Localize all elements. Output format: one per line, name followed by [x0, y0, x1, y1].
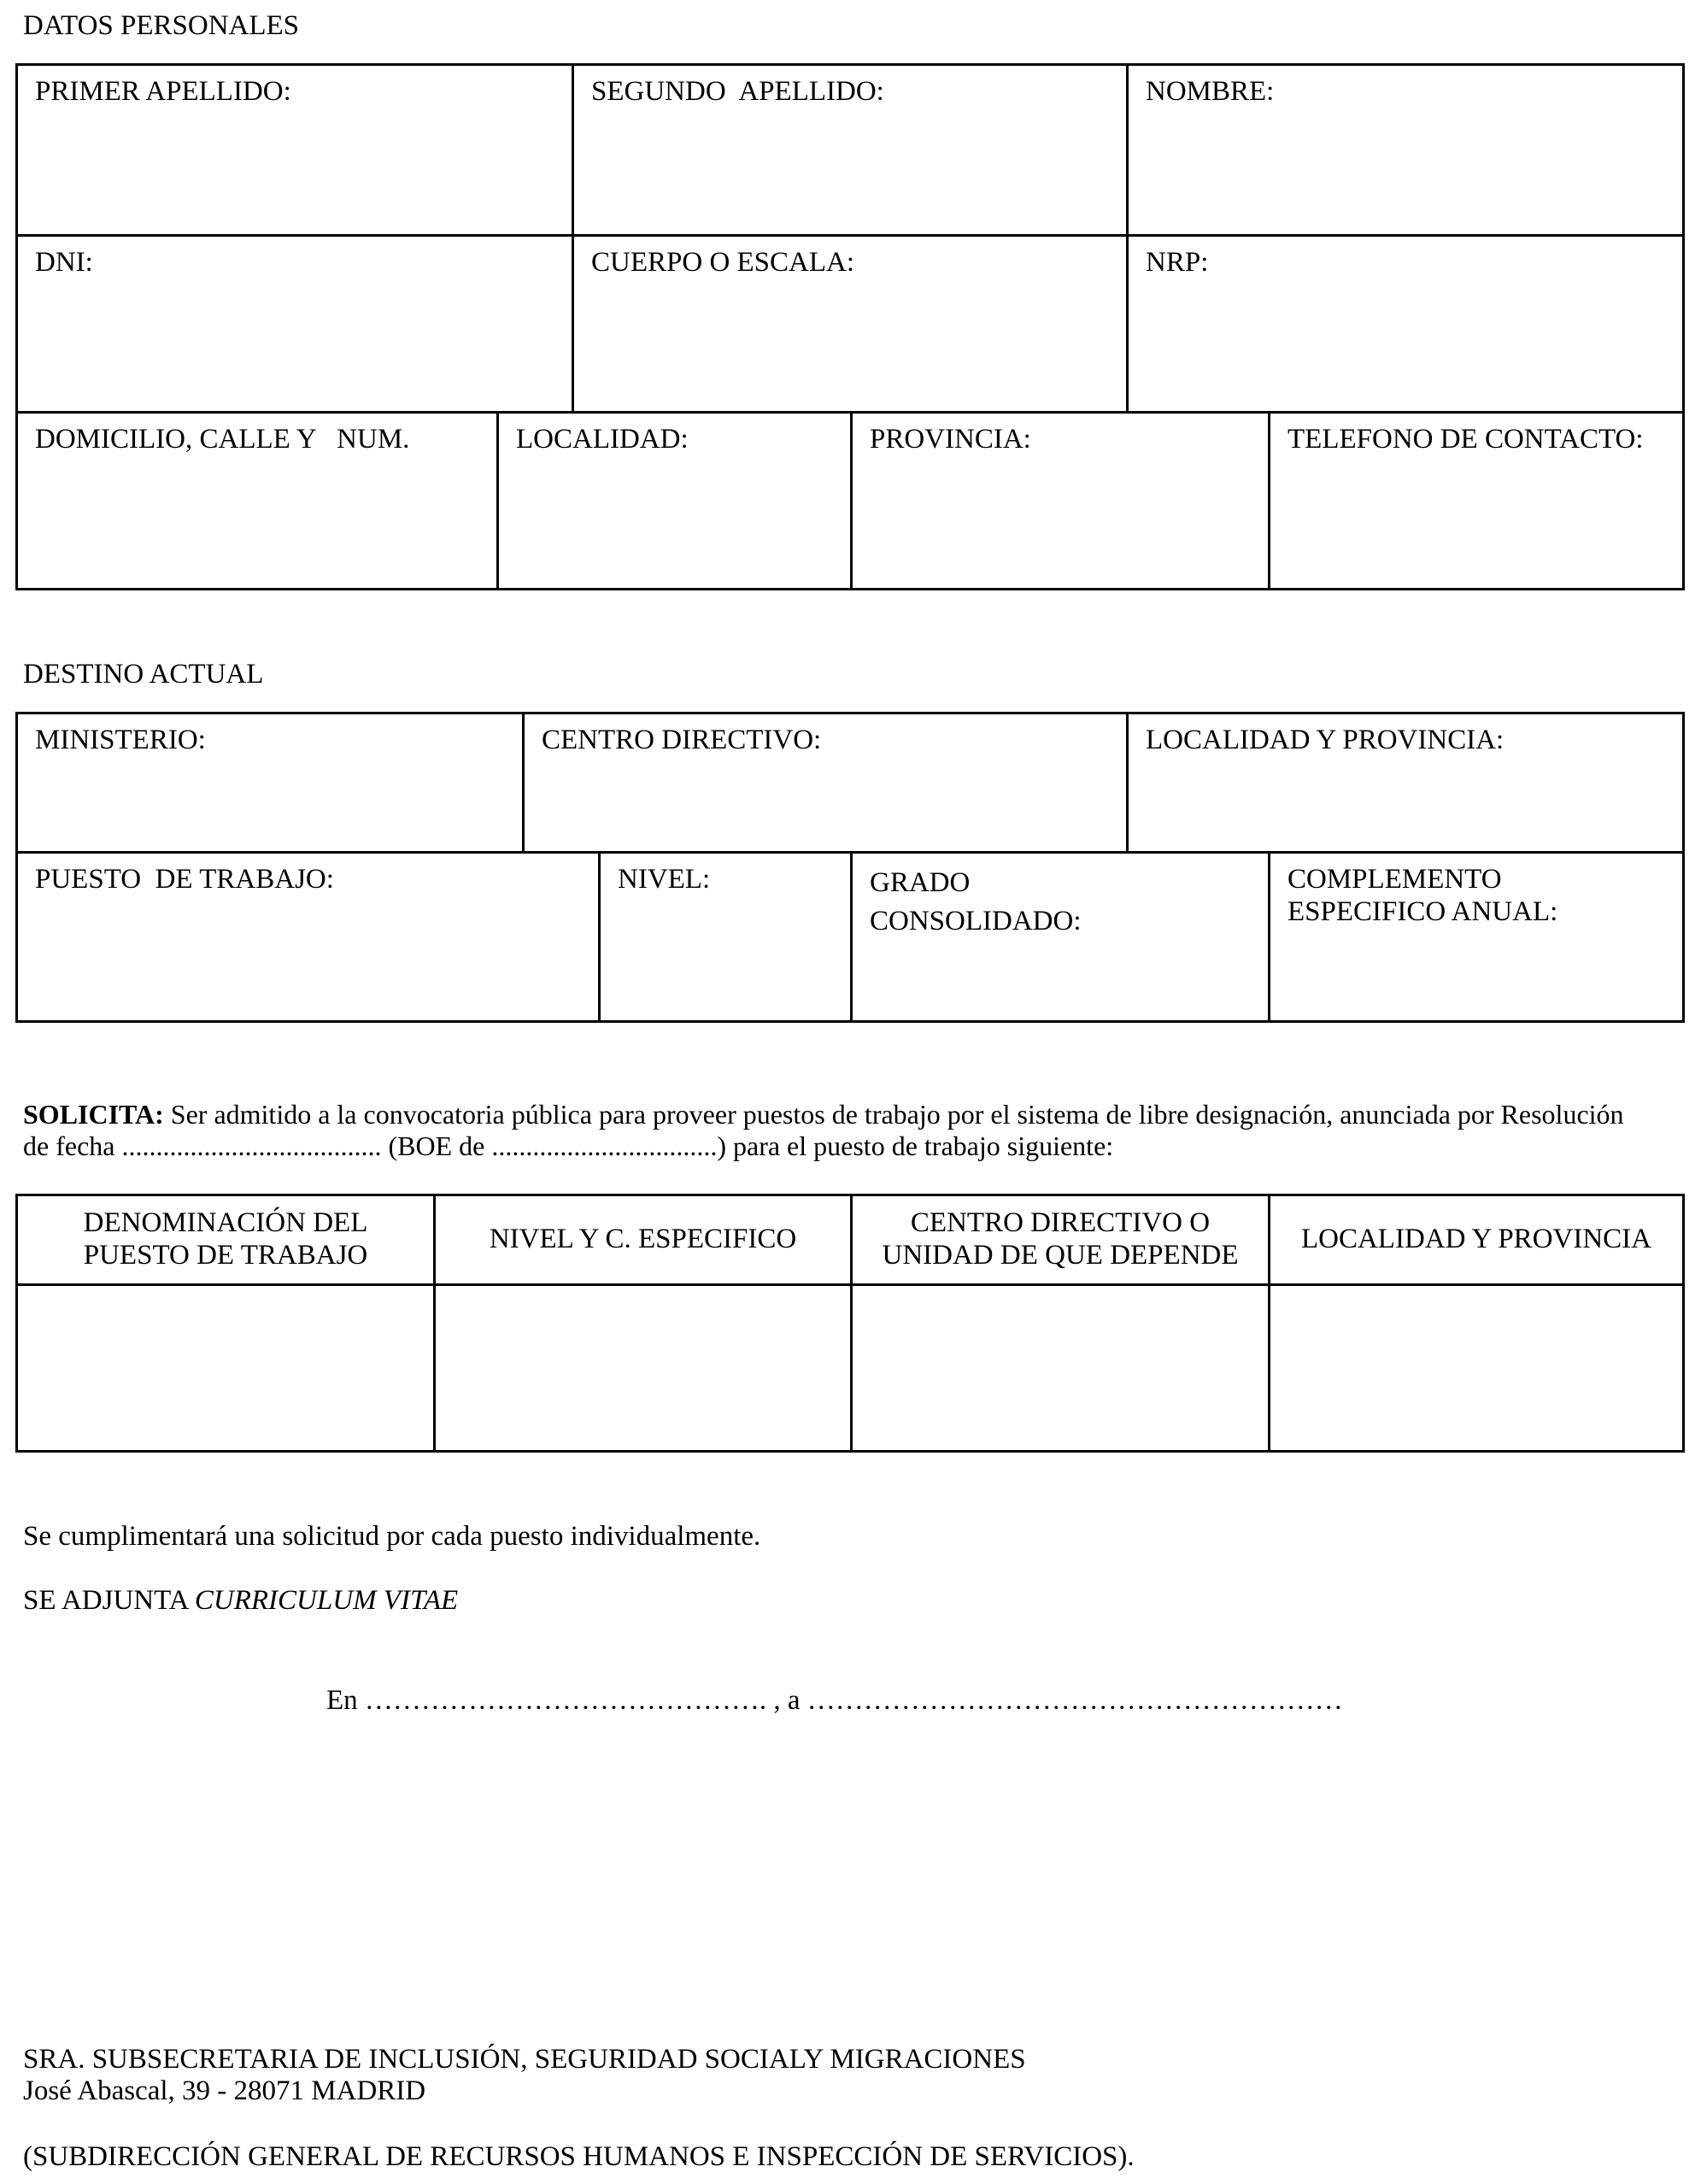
note-one-per-position: Se cumplimentará una solicitud por cada puesto individualmente.	[23, 1521, 761, 1552]
place-date-line[interactable]: En ……………………………………. , a …………………………………………………	[326, 1685, 1343, 1716]
nivel-label: NIVEL:	[618, 864, 711, 895]
dni-field[interactable]	[15, 234, 574, 414]
localidad-label: LOCALIDAD:	[516, 424, 689, 455]
attach-prefix: SE ADJUNTA	[23, 1585, 195, 1616]
centro-directivo-label: CENTRO DIRECTIVO:	[542, 725, 822, 755]
table-cell-centro[interactable]	[850, 1283, 1270, 1453]
grado-label-line1: GRADO	[870, 867, 971, 898]
attach-curriculum: CURRICULUM VITAE	[194, 1585, 459, 1616]
dni-label: DNI:	[35, 247, 93, 278]
table-header-nivel	[433, 1194, 853, 1286]
ministerio-field[interactable]	[15, 712, 525, 854]
header-centro-line1: CENTRO DIRECTIVO O	[910, 1207, 1211, 1239]
complemento-label-line2: ESPECIFICO ANUAL:	[1287, 895, 1558, 927]
solicita-text-1: Ser admitido a la convocatoria pública para proveer puestos de trabajo por el sistema de libre designación, anunciada por Resolución	[163, 1099, 1624, 1130]
header-denominacion-line2: PUESTO DE TRABAJO	[83, 1240, 368, 1271]
primer-apellido-label: PRIMER APELLIDO:	[35, 76, 291, 107]
grado-consolidado-field[interactable]	[850, 851, 1270, 1023]
solicita-paragraph	[23, 1099, 1698, 1162]
header-nivel-label: NIVEL Y C. ESPECIFICO	[489, 1224, 797, 1255]
table-cell-denominacion[interactable]	[15, 1283, 436, 1453]
header-centro-line2: UNIDAD DE QUE DEPENDE	[882, 1240, 1239, 1271]
table-header-localidad	[1268, 1194, 1685, 1286]
address: José Abascal, 39 - 28071 MADRID	[23, 2075, 426, 2106]
telefono-label: TELEFONO DE CONTACTO:	[1287, 424, 1644, 455]
solicita-line1	[23, 1099, 1698, 1130]
cuerpo-escala-label: CUERPO O ESCALA:	[591, 247, 855, 278]
nrp-field[interactable]	[1126, 234, 1685, 414]
ministerio-label: MINISTERIO:	[35, 725, 206, 755]
cuerpo-escala-field[interactable]	[572, 234, 1129, 414]
table-header-denominacion	[15, 1194, 436, 1286]
segundo-apellido-label: SEGUNDO APELLIDO:	[591, 76, 884, 107]
centro-directivo-field[interactable]	[522, 712, 1129, 854]
section-title-current: DESTINO ACTUAL	[23, 659, 264, 690]
unit-name: (SUBDIRECCIÓN GENERAL DE RECURSOS HUMANOS E INSPECCIÓN DE SERVICIOS).	[23, 2141, 1135, 2172]
grado-label-line2: CONSOLIDADO:	[870, 905, 1082, 936]
section-title-personal: DATOS PERSONALES	[23, 10, 300, 41]
segundo-apellido-field[interactable]	[572, 63, 1129, 237]
note-attach	[23, 1585, 458, 1617]
provincia-field[interactable]	[850, 411, 1270, 590]
complemento-label-line1: COMPLEMENTO	[1287, 864, 1502, 895]
addressee: SRA. SUBSECRETARIA DE INCLUSIÓN, SEGURIDAD SOCIALY MIGRACIONES	[23, 2044, 1026, 2075]
header-denominacion-line1: DENOMINACIÓN DEL	[83, 1207, 368, 1239]
solicita-text-2: de fecha ...................................... (BOE de .................................) para el puesto de trabajo siguiente:	[23, 1130, 1114, 1161]
complemento-field[interactable]	[1268, 851, 1685, 1023]
solicita-label: SOLICITA:	[23, 1099, 164, 1130]
nivel-field[interactable]	[598, 851, 853, 1023]
localidad-provincia-label: LOCALIDAD Y PROVINCIA:	[1146, 725, 1505, 755]
domicilio-label: DOMICILIO, CALLE Y NUM.	[35, 424, 410, 455]
table-cell-localidad[interactable]	[1268, 1283, 1685, 1453]
puesto-trabajo-label: PUESTO DE TRABAJO:	[35, 864, 334, 895]
provincia-label: PROVINCIA:	[870, 424, 1031, 455]
nombre-field[interactable]	[1126, 63, 1685, 237]
table-header-centro	[850, 1194, 1270, 1286]
nombre-label: NOMBRE:	[1146, 76, 1275, 107]
nrp-label: NRP:	[1146, 247, 1209, 278]
puesto-trabajo-field[interactable]	[15, 851, 601, 1023]
telefono-field[interactable]	[1268, 411, 1685, 590]
localidad-provincia-field[interactable]	[1126, 712, 1685, 854]
table-cell-nivel[interactable]	[433, 1283, 853, 1453]
localidad-field[interactable]	[496, 411, 853, 590]
primer-apellido-field[interactable]	[15, 63, 574, 237]
header-localidad-label: LOCALIDAD Y PROVINCIA	[1300, 1224, 1652, 1255]
domicilio-field[interactable]	[15, 411, 499, 590]
